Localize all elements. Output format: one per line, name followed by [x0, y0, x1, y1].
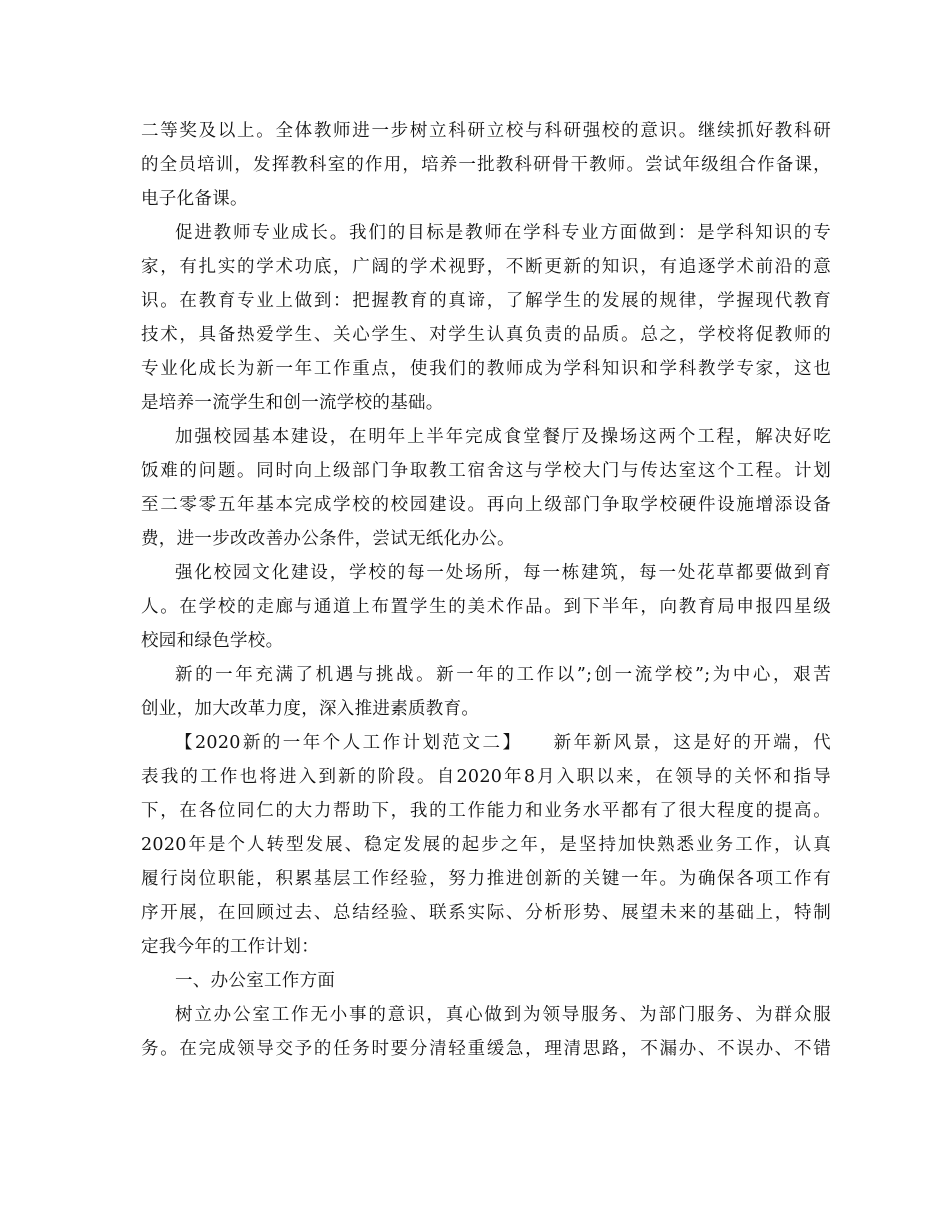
paragraph-start-line: 强化校园文化建设，学校的每一处场所，每一栋建筑，每一处花草都要做到育 [175, 563, 831, 583]
text-line: 技术，具备热爱学生、关心学生、对学生认真负责的品质。总之，学校将促教师的 [141, 325, 831, 345]
text-line: 履行岗位职能，积累基层工作经验，努力推进创新的关键一年。为确保各项工作有 [141, 869, 831, 889]
text-line: 家，有扎实的学术功底，广阔的学术视野，不断更新的知识，有追逐学术前沿的意 [141, 257, 831, 277]
text-line: 是培养一流学生和创一流学校的基础。 [141, 393, 444, 413]
text-line: 人。在学校的走廊与通道上布置学生的美术作品。到下半年，向教育局申报四星级 [141, 597, 831, 617]
subsection-heading: 一、办公室工作方面 [175, 971, 336, 991]
text-line: 电子化备课。 [141, 189, 248, 209]
paragraph-start-line: 加强校园基本建设，在明年上半年完成食堂餐厅及操场这两个工程，解决好吃 [175, 427, 831, 447]
text-line: 专业化成长为新一年工作重点，使我们的教师成为学科知识和学科教学专家，这也 [141, 359, 831, 379]
text-line: 表我的工作也将进入到新的阶段。自2020年8月入职以来，在领导的关怀和指导 [141, 767, 831, 787]
text-line: 校园和绿色学校。 [141, 631, 284, 651]
text-line: 费，进一步改改善办公条件，尝试无纸化办公。 [141, 529, 515, 549]
paragraph-start-line: 新的一年充满了机遇与挑战。新一年的工作以”;创一流学校”;为中心，艰苦 [175, 665, 831, 685]
text-line: 序开展，在回顾过去、总结经验、联系实际、分析形势、展望未来的基础上，特制 [141, 903, 831, 923]
section-heading-line: 【2020新的一年个人工作计划范文二】 新年新风景，这是好的开端，代 [175, 733, 831, 753]
paragraph-start-line: 树立办公室工作无小事的意识，真心做到为领导服务、为部门服务、为群众服 [175, 1005, 831, 1025]
text-line: 务。在完成领导交予的任务时要分清轻重缓急，理清思路，不漏办、不误办、不错 [141, 1039, 831, 1059]
document-body [141, 114, 831, 1066]
text-line: 创业，加大改革力度，深入推进素质教育。 [141, 699, 480, 719]
text-line: 的全员培训，发挥教科室的作用，培养一批教科研骨干教师。尝试年级组合作备课， [141, 155, 831, 175]
text-line: 识。在教育专业上做到：把握教育的真谛，了解学生的发展的规律，学握现代教育 [141, 291, 831, 311]
text-line: 二等奖及以上。全体教师进一步树立科研立校与科研强校的意识。继续抓好教科研 [141, 121, 831, 141]
text-line: 2020年是个人转型发展、稳定发展的起步之年，是坚持加快熟悉业务工作，认真 [141, 835, 831, 855]
text-line: 饭难的问题。同时向上级部门争取教工宿舍这与学校大门与传达室这个工程。计划 [141, 461, 831, 481]
text-line: 下，在各位同仁的大力帮助下，我的工作能力和业务水平都有了很大程度的提高。 [141, 801, 831, 821]
paragraph-start-line: 促进教师专业成长。我们的目标是教师在学科专业方面做到：是学科知识的专 [175, 223, 831, 243]
text-line: 定我今年的工作计划： [141, 937, 319, 957]
text-line: 至二零零五年基本完成学校的校园建设。再向上级部门争取学校硬件设施增添设备 [141, 495, 831, 515]
